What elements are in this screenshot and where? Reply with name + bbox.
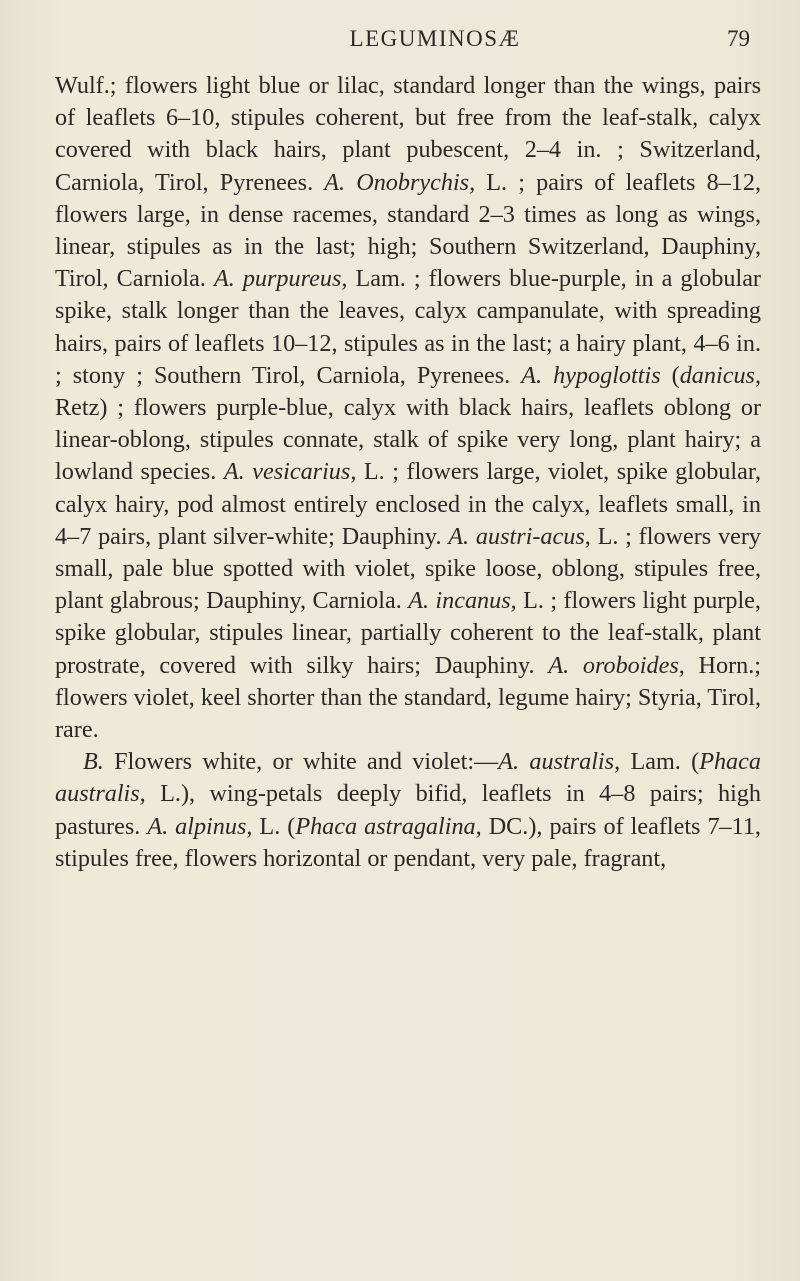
text-segment: L. ; flowers very small, pale blue spotted with violet, spike loose, oblong, stipules free, plant glabrous; Dauphiny, Carniola. [55,522,761,615]
section-label: B. [83,748,104,776]
text-segment: Horn.; flowers violet, keel shorter than the standard, legume hairy; Styria, Tirol, rare. [55,651,761,744]
text-segment: Retz) ; flowers purple-blue, calyx with black hairs, leaflets oblong or linear-oblong, stipules connate, stalk of spike very long, plant hairy; a lowland species. [55,394,761,486]
text-segment: L.), wing-petals deeply bifid, leaflets in 4–8 pairs; high pastures. [55,780,761,840]
species-name: A. alpinus, [147,812,253,840]
running-head: LEGUMINOSÆ [349,26,521,51]
text-segment: L. ; pairs of leaflets 8–12, flowers large, in dense racemes, standard 2–3 times as long as wings, linear, stipules as in the last; high; Southern Switzerland, Dauphiny, Tirol, Carniola. [55,168,761,293]
species-synonym: Phaca australis, [55,748,761,808]
text-segment: Wulf.; flowers light blue or lilac, standard longer than the wings, pairs of leaflets 6–10, stipules coherent, but free from the leaf-stalk, calyx covered with black hairs, plant pubescent, 2–4 in. ; Switzerland, Carniola, Tirol, Pyrenees. [55,72,761,196]
species-name: A. vesicarius, [223,458,357,486]
body-text [55,70,761,875]
paragraph-1 [55,70,761,746]
page-number: 79 [727,26,750,51]
page-header [60,26,750,60]
species-name: A. austri-acus, [448,522,591,550]
species-name: A. hypoglottis [521,361,661,389]
species-name: A. Onobrychis, [324,168,476,196]
text-segment: L. ; flowers light purple, spike globular, stipules linear, partially coherent to the leaf-stalk, plant prostrate, covered with silky hairs; Dauphiny. [55,587,761,679]
text-segment: L. ; flowers large, violet, spike globular, calyx hairy, pod almost entirely enclosed in the calyx, leaflets small, in 4–7 pairs, plant silver-white; Dauphiny. [55,458,761,550]
paragraph-2 [55,746,761,875]
text-segment: ( [660,361,680,389]
text-segment: Flowers white, or white and violet:— [103,748,499,776]
species-synonym: Phaca astragalina, [295,812,482,840]
species-name: A. australis, [498,748,621,776]
species-name: A. incanus, [408,587,517,615]
species-synonym: danicus, [679,361,761,389]
species-name: A. oroboides, [548,651,685,679]
species-name: A. purpureus, [213,265,348,293]
text-segment: DC.), pairs of leaflets 7–11, stipules free, flowers horizontal or pendant, very pale, fragrant, [55,812,761,872]
text-segment: Lam. ( [620,748,700,776]
text-segment: Lam. ; flowers blue-purple, in a globular spike, stalk longer than the leaves, calyx campanulate, with spreading hairs, pairs of leaflets 10–12, stipules as in the last; a hairy plant, 4–6 in. ; stony ; Southern Tirol, Carniola, Pyrenees. [55,265,761,389]
text-segment: L. ( [252,812,296,840]
